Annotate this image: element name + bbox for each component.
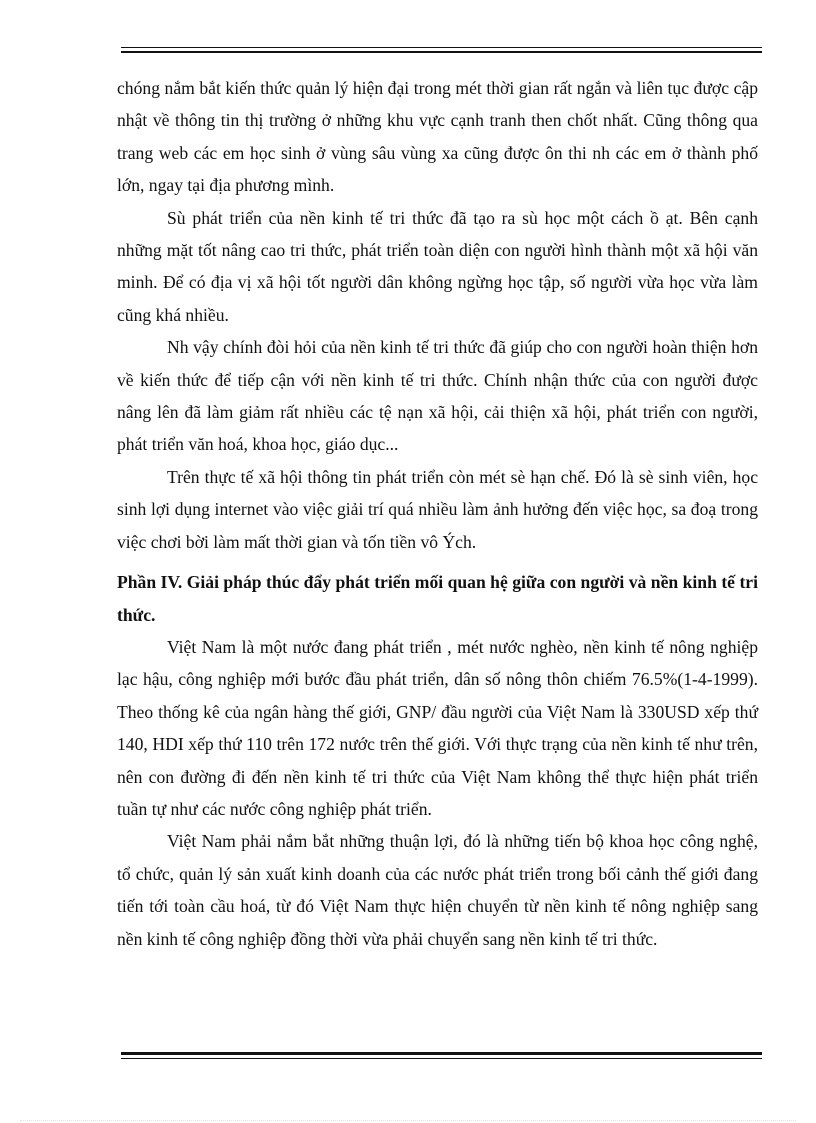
paragraph-knowledge-demands: Nh vậy chính đòi hỏi của nền kinh tế tri thức đã giúp cho con người hoàn thiện hơn về kiến thức để tiếp cận với nền kinh tế tri thức. Chính nhận thức của con người được nâng lên đã làm giảm rất nhiều các tệ nạn xã hội, cải thiện xã hội, phát triển con người, phát triển văn hoá, khoa học, giáo dục...	[117, 337, 758, 455]
header-rule	[121, 47, 762, 53]
section-heading: Phần IV. Giải pháp thúc đẩy phát triển mối quan hệ giữa con người và nền kinh tế tri thức.	[117, 572, 758, 625]
page-body	[117, 72, 758, 955]
paragraph-knowledge-learning: Sù phát triển của nền kinh tế tri thức đã tạo ra sù học một cách ồ ạt. Bên cạnh những mặt tốt nâng cao tri thức, phát triển toàn diện con người hình thành một xã hội văn minh. Để có địa vị xã hội tốt người dân không ngừng học tập, số người vừa học vừa làm cũng khá nhiều.	[117, 207, 758, 325]
paragraph-limitations: Trên thực tế xã hội thông tin phát triển còn mét sè hạn chế. Đó là sè sinh viên, học sinh lợi dụng internet vào việc giải trí quá nhiều làm ảnh hưởng đến việc học, sa đoạ trong việc chơi bời làm mất thời gian và tốn tiền vô Ých.	[117, 466, 758, 552]
footer-rule	[121, 1052, 762, 1059]
paragraph-continued: chóng nắm bắt kiến thức quản lý hiện đại trong mét thời gian rất ngắn và liên tục được cập nhật về thông tin thị trường ở những khu vực cạnh tranh then chốt nhất. Cũng thông qua trang web các em học sinh ở vùng sâu vùng xa cũng được ôn thi nh các em ở thành phố lớn, ngay tại địa phương mình.	[117, 78, 758, 196]
page-edge-divider	[20, 1120, 796, 1121]
paragraph-vietnam-situation: Việt Nam là một nước đang phát triển , mét nước nghèo, nền kinh tế nông nghiệp lạc hậu, công nghiệp mới bước đầu phát triển, dân số nông thôn chiếm 76.5%(1-4-1999). Theo thống kê của ngân hàng thế giới, GNP/ đầu người của Việt Nam là 330USD xếp thứ 140, HDI xếp thứ 110 trên 172 nước trên thế giới. Với thực trạng của nền kinh tế như trên, nên con đường đi đến nền kinh tế tri thức của Việt Nam không thể thực hiện phát triển tuần tự như các nước công nghiệp phát triển.	[117, 636, 758, 819]
paragraph-vietnam-strategy: Việt Nam phải nắm bắt những thuận lợi, đó là những tiến bộ khoa học công nghệ, tổ chức, quản lý sản xuất kinh doanh của các nước phát triển trong bối cảnh thế giới đang tiến tới toàn cầu hoá, từ đó Việt Nam thực hiện chuyển từ nền kinh tế nông nghiệp sang nền kinh tế công nghiệp đồng thời vừa phải chuyển sang nền kinh tế tri thức.	[117, 831, 758, 949]
